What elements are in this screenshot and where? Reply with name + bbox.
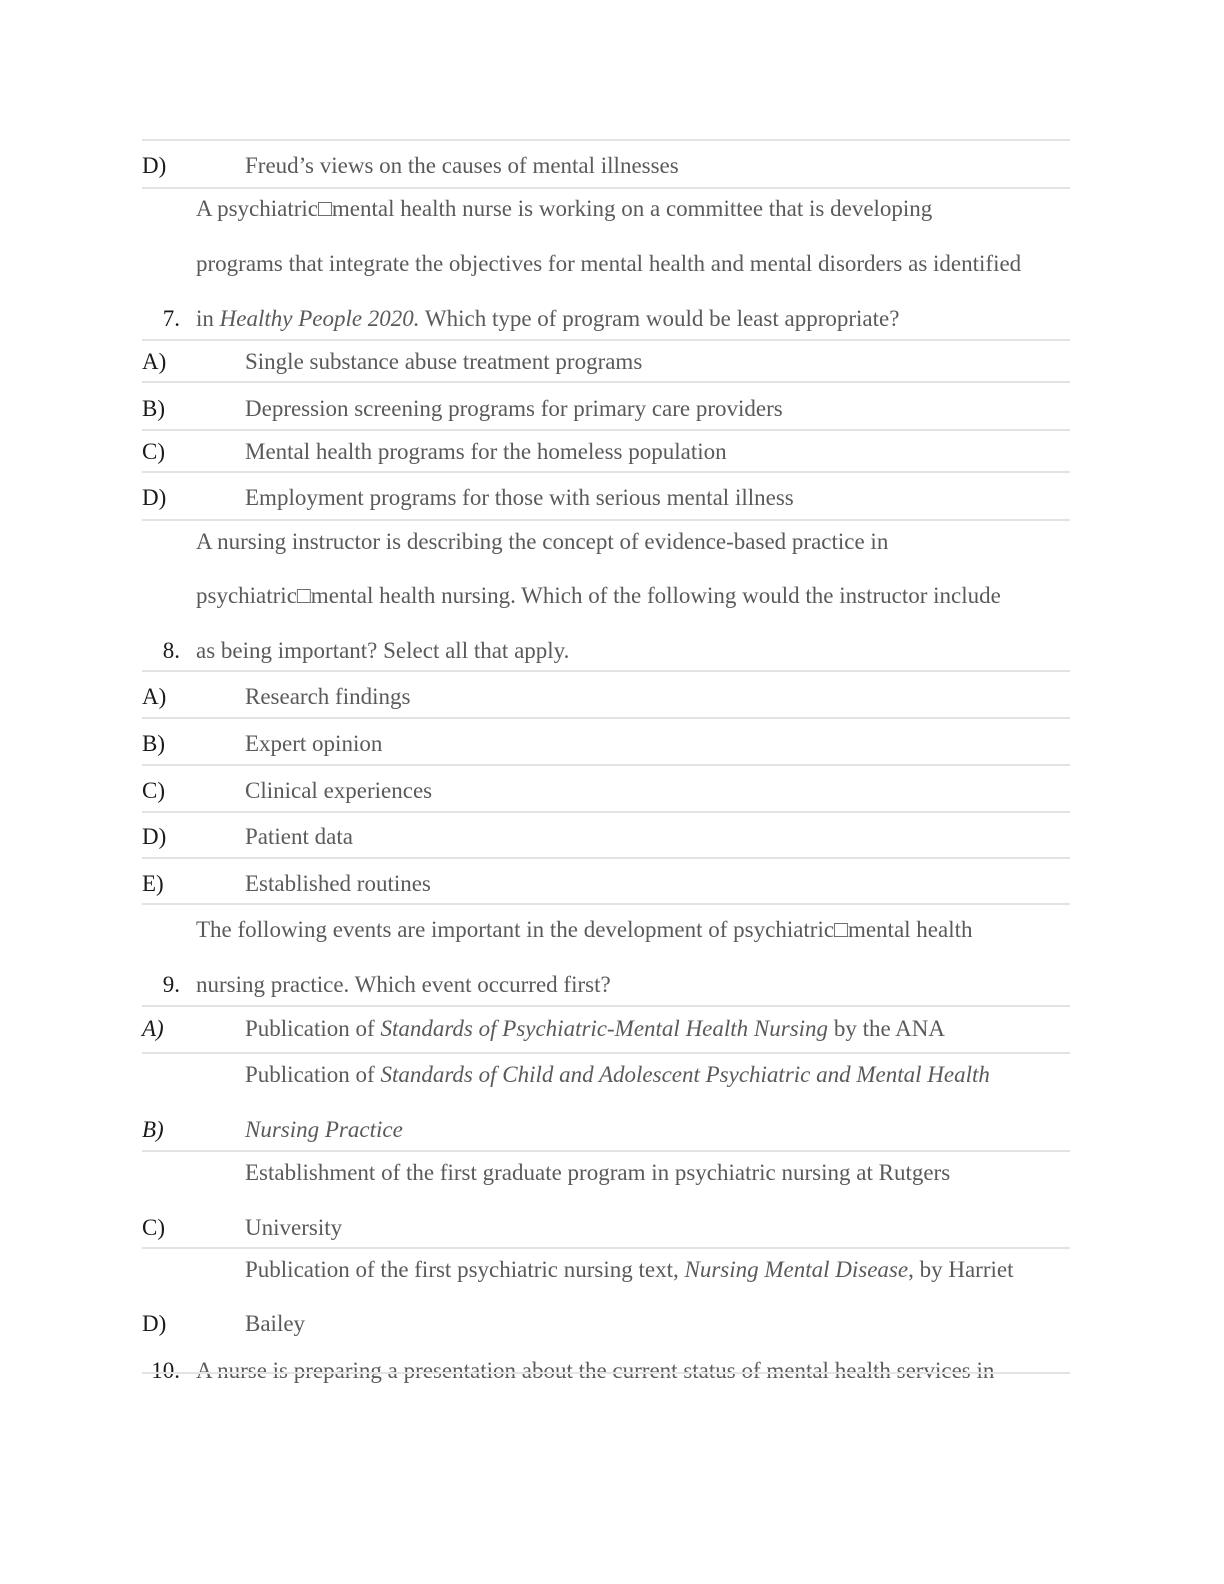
divider [142,381,1070,383]
option-text: Employment programs for those with serious mental illness [245,485,794,510]
option-letter: B) [142,1117,164,1142]
question-stem: The following events are important in the development of psychiatric□mental health [196,917,973,942]
option-text: Freud’s views on the causes of mental illnesses [245,153,679,178]
option-letter: A) [142,1016,164,1041]
divider [142,429,1070,431]
option-letter: C) [142,1215,165,1240]
divider [142,187,1070,189]
divider [142,471,1070,473]
question-number: 9. [162,972,180,997]
question-number: 7. [162,306,180,331]
option-text: Nursing Practice [245,1117,403,1142]
option-text: University [245,1215,343,1240]
option-text: Patient data [245,824,353,849]
option-letter: C) [142,778,165,803]
option-letter: D) [142,485,167,510]
question-stem: A nursing instructor is describing the concept of evidence-based practice in [196,529,889,554]
option-text: Research findings [245,684,411,709]
divider [142,764,1070,766]
option-letter: A) [142,684,167,709]
question-number: 8. [162,638,180,663]
divider [142,1052,1070,1054]
option-letter: D) [142,153,167,178]
option-text: Single substance abuse treatment programs [245,349,643,374]
option-letter: D) [142,1311,167,1336]
divider [142,1005,1070,1007]
question-stem: in Healthy People 2020. Which type of program would be least appropriate? [196,306,900,331]
question-stem: nursing practice. Which event occurred first? [196,972,611,997]
option-letter: C) [142,439,165,464]
option-letter: A) [142,349,167,374]
option-text: Publication of Standards of Child and Adolescent Psychiatric and Mental Health [245,1062,990,1087]
option-letter: E) [142,871,164,896]
question-stem: programs that integrate the objectives for mental health and mental disorders as identified [196,251,1022,276]
option-letter: B) [142,731,165,756]
divider [142,717,1070,719]
divider [142,811,1070,813]
option-text: Publication of the first psychiatric nursing text, Nursing Mental Disease, by Harriet [245,1257,1014,1282]
divider [142,857,1070,859]
option-letter: D) [142,824,167,849]
divider [142,670,1070,672]
divider [142,519,1070,521]
divider [142,903,1070,905]
option-text: Bailey [245,1311,306,1336]
option-letter: B) [142,396,165,421]
divider [142,1150,1070,1152]
question-stem: A psychiatric□mental health nurse is working on a committee that is developing [196,196,933,221]
question-stem: A nurse is preparing a presentation about the current status of mental health services in [196,1358,995,1383]
option-text: Mental health programs for the homeless population [245,439,727,464]
option-text: Publication of Standards of Psychiatric-Mental Health Nursing by the ANA [245,1016,945,1041]
question-number: 10. [151,1358,180,1383]
option-text: Establishment of the first graduate program in psychiatric nursing at Rutgers [245,1160,951,1185]
divider [142,139,1070,141]
divider [142,1372,1070,1374]
option-text: Depression screening programs for primary care providers [245,396,783,421]
divider [142,339,1070,341]
question-stem: psychiatric□mental health nursing. Which of the following would the instructor include [196,583,1001,608]
option-text: Expert opinion [245,731,383,756]
option-text: Established routines [245,871,431,896]
question-stem: as being important? Select all that apply. [196,638,570,663]
divider [142,1247,1070,1249]
option-text: Clinical experiences [245,778,433,803]
